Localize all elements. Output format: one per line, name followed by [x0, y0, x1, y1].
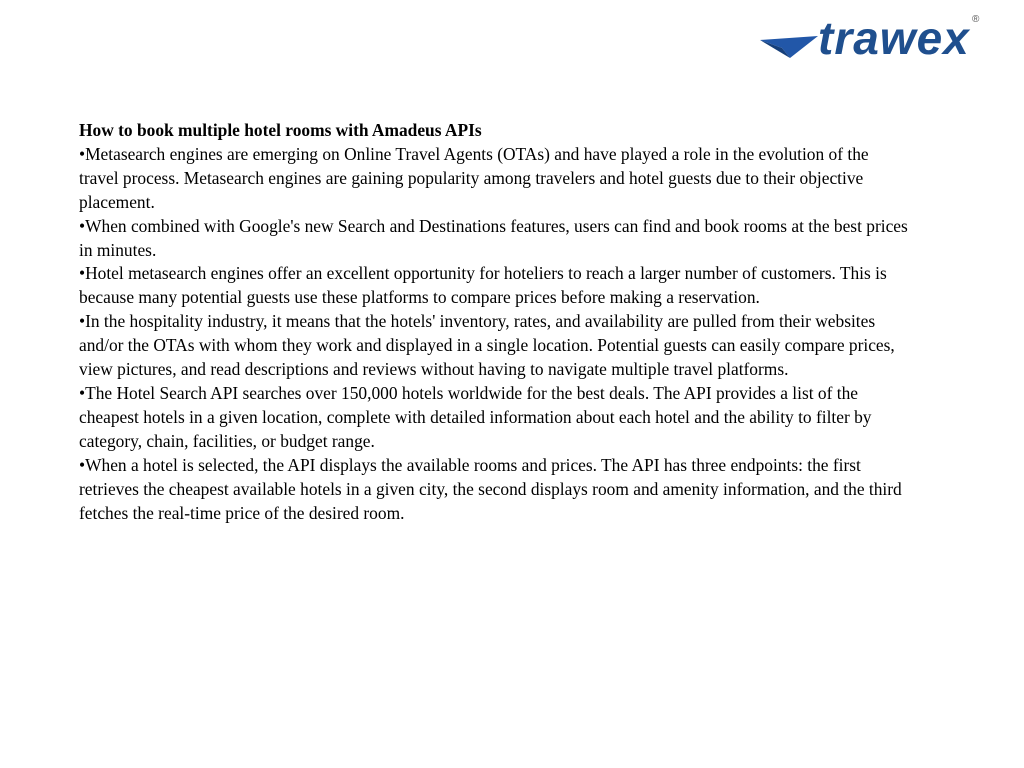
- bullet-item: •Hotel metasearch engines offer an excellent opportunity for hoteliers to reach a larger number of customers. This is because many potential guests use these platforms to compare prices before making a reservation.: [79, 263, 887, 308]
- registered-mark: ®: [972, 14, 980, 25]
- slide-content: [79, 119, 909, 525]
- bullet-item: •When combined with Google's new Search and Destinations features, users can find and book rooms at the best prices in minutes.: [79, 215, 908, 260]
- bullet-item: •When a hotel is selected, the API displays the available rooms and prices. The API has three endpoints: the first retrieves the cheapest available hotels in a given city, the second displays room and amenity information, and the third fetches the real-time price of the desired room.: [79, 454, 902, 523]
- bullet-item: •In the hospitality industry, it means that the hotels' inventory, rates, and availability are pulled from their websites and/or the OTAs with whom they work and displayed in a single location. Potential guests can easily compare prices, view pictures, and read descriptions and reviews without having to navigate multiple travel platforms.: [79, 311, 895, 380]
- bullet-item: •The Hotel Search API searches over 150,000 hotels worldwide for the best deals. The API provides a list of the cheapest hotels in a given location, complete with detailed information about each hotel and the ability to filter by category, chain, facilities, or budget range.: [79, 382, 872, 451]
- bullet-item: •Metasearch engines are emerging on Online Travel Agents (OTAs) and have played a role in the evolution of the travel process. Metasearch engines are gaining popularity among travelers and hotel guests due to their objective placement.: [79, 143, 869, 212]
- trawex-logo: [760, 14, 1010, 66]
- arrow-logo-icon: [760, 34, 820, 60]
- logo-wordmark: trawex: [818, 12, 970, 64]
- slide-title: How to book multiple hotel rooms with Amadeus APIs: [79, 120, 482, 140]
